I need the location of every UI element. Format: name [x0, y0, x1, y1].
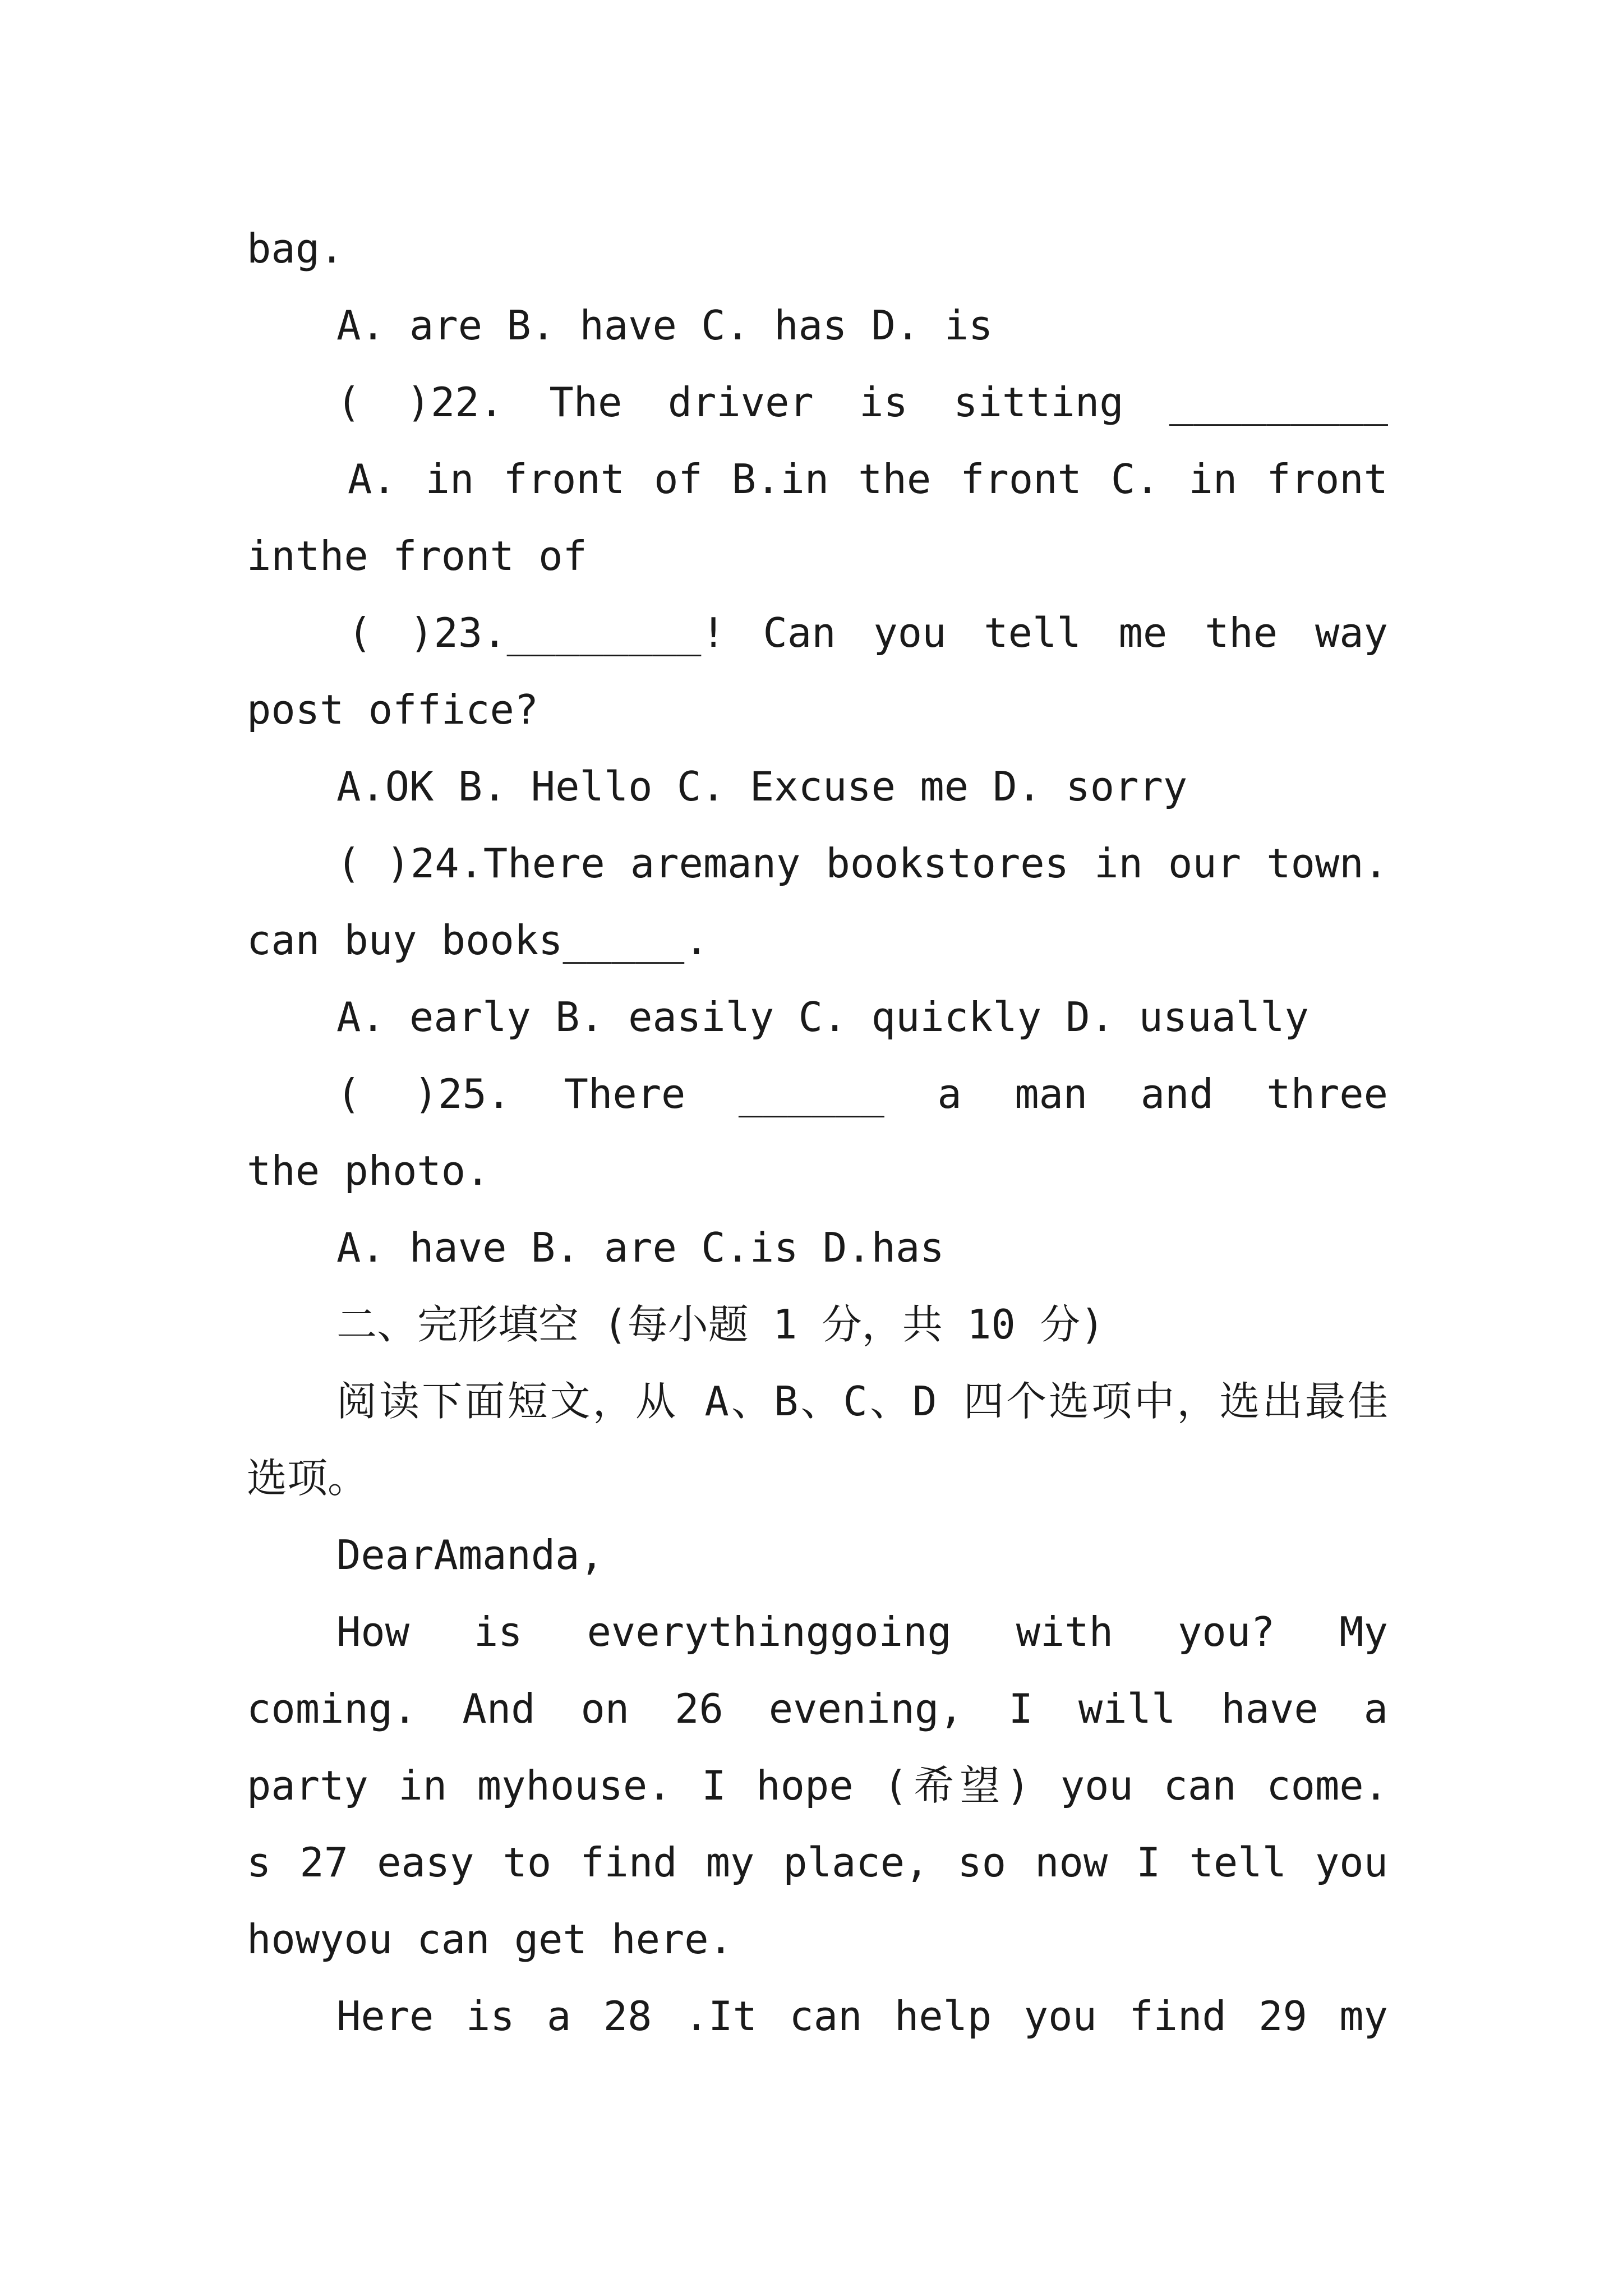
- answer-options: A.OK B. Hello C. Excuse me D. sorry: [336, 763, 1188, 810]
- letter-greeting: DearAmanda,: [336, 1531, 604, 1579]
- answer-options: A. are B. have C. has D. is: [336, 302, 993, 349]
- instructions: 阅读下面短文，从 A、B、C、D 四个选项中，选出最佳: [336, 1378, 1388, 1425]
- answer-options: A. early B. easily C. quickly D. usually: [336, 993, 1309, 1041]
- text-line: 选项。: [247, 1455, 368, 1502]
- question-22: ( )22. The driver is sitting _________: [336, 379, 1388, 426]
- question-25: ( )25. There ______ a man and three: [336, 1070, 1388, 1117]
- text-line: the photo.: [247, 1147, 490, 1194]
- answer-options: A. in front of B.in the front C. in front: [348, 455, 1388, 503]
- letter-text: s 27 easy to find my place, so now I tell you: [247, 1839, 1388, 1886]
- letter-text: party in myhouse. I hope (希望) you can come.: [247, 1762, 1388, 1809]
- answer-options: A. have B. are C.is D.has: [336, 1224, 944, 1271]
- letter-text: howyou can get here.: [247, 1916, 733, 1963]
- letter-text: coming. And on 26 evening, I will have a: [247, 1685, 1388, 1732]
- text-line: inthe front of: [247, 532, 587, 579]
- text-line: bag.: [247, 225, 344, 272]
- letter-text: Here is a 28 .It can help you find 29 my: [336, 1993, 1388, 2040]
- question-23: ( )23.________! Can you tell me the way: [348, 609, 1388, 656]
- text-line: post office?: [247, 686, 539, 733]
- question-24: ( )24.There aremany bookstores in our town.: [336, 840, 1388, 887]
- text-line: can buy books_____.: [247, 917, 709, 964]
- section-heading: 二、完形填空 (每小题 1 分，共 10 分): [336, 1301, 1105, 1348]
- letter-text: How is everythinggoing with you? My: [336, 1608, 1388, 1655]
- document-body: [247, 210, 1388, 2055]
